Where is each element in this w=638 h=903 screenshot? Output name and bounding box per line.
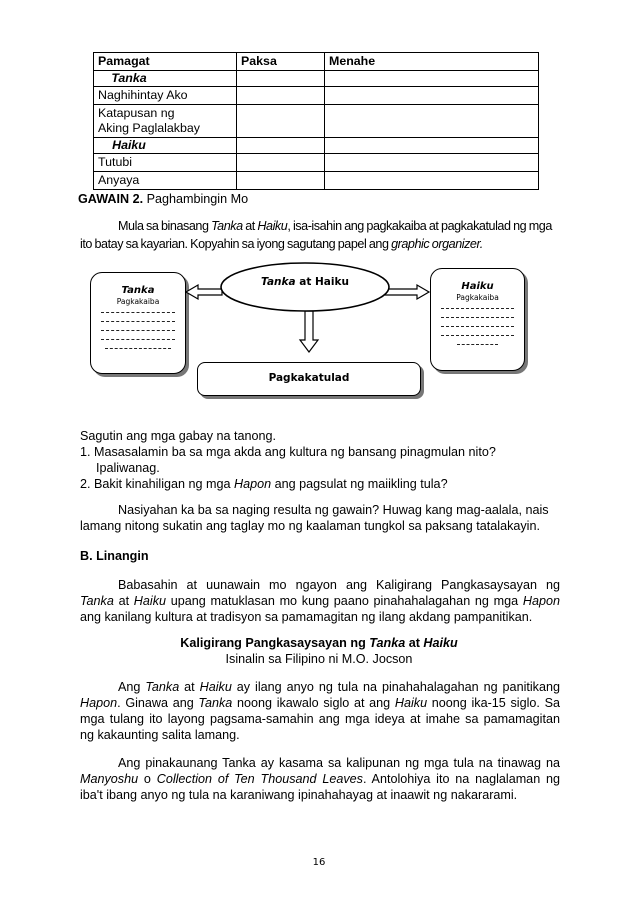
section-heading-linangin: B. Linangin: [80, 549, 149, 563]
similarity-box-label: Pagkakatulad: [268, 372, 350, 384]
article-p2-line-2: Manyoshu o Collection of Ten Thousand Leaves. Antolohiya ito na naglalaman ng: [80, 772, 561, 786]
poem-title: Anyaya: [94, 172, 237, 190]
left-arrow-icon: [186, 285, 222, 299]
column-header: Menahe: [325, 53, 539, 71]
page-number: 16: [312, 857, 326, 868]
article-byline: Isinalin sa Filipino ni M.O. Jocson: [225, 652, 413, 666]
column-header: Pamagat: [94, 53, 237, 71]
section-label-haiku: Haiku: [94, 138, 237, 154]
tanka-box-title: Tanka: [121, 285, 155, 296]
linangin-line-3: ang kanilang kultura at tradisyon sa pamamagitan ng ilang akdang pampanitikan.: [80, 610, 533, 624]
closing-line-2: lamang nitong sukatin ang taglay mo ng kaalaman tungkol sa paksang tatalakayin.: [80, 519, 540, 533]
column-header: Paksa: [237, 53, 325, 71]
similarity-box: [197, 362, 421, 396]
linangin-line-2: Tanka at Haiku upang matuklasan mo kung paano pinahahalagahan ng mga Hapon: [80, 594, 560, 608]
article-p2-line-3: iba't ibang anyo ng tula na karaniwang ipinahahayag at inaawit ng nakararami.: [80, 788, 518, 802]
poem-title: Katapusan ng Aking Paglalakbay: [94, 105, 237, 138]
article-p2-line-1: Ang pinakaunang Tanka ay kasama sa kalipunan ng mga tula na tinawag na: [118, 756, 560, 770]
question-1-continuation: Ipaliwanag.: [96, 461, 160, 475]
closing-line-1: Nasiyahan ka ba sa naging resulta ng gawain? Huwag kang mag-aalala, nais: [118, 503, 549, 517]
article-p1-line-1: Ang Tanka at Haiku ay ilang anyo ng tula na pinahahalagahan ng panitikang: [118, 680, 560, 694]
center-ellipse-label: Tanka at Haiku: [261, 276, 349, 288]
gawain-instructions-line1: Mula sa binasang Tanka at Haiku, isa-isahin ang pagkakaiba at pagkakatulad ng mga: [118, 219, 552, 233]
gawain-heading: GAWAIN 2. Paghambingin Mo: [78, 192, 249, 206]
poem-title: Tutubi: [94, 154, 237, 172]
diagram-arrows: [0, 0, 638, 420]
linangin-line-1: Babasahin at uunawain mo ngayon ang Kaligirang Pangkasaysayan ng: [118, 578, 560, 592]
article-p1-line-3: mga tulang ito layong pagsama-samahin ang mga ideya at imahe sa pamamagitan: [80, 712, 560, 726]
haiku-box-subtitle: Pagkakaiba: [456, 293, 499, 302]
tanka-box-subtitle: Pagkakaiba: [116, 297, 160, 306]
gawain-instructions-line2: ito batay sa kayarian. Kopyahin sa iyong sagutang papel ang graphic organizer.: [80, 237, 483, 251]
question-1: 1. Masasalamin ba sa mga akda ang kultura ng bansang pinagmulan nito?: [80, 445, 496, 459]
haiku-box-title: Haiku: [461, 281, 494, 292]
section-label-tanka: Tanka: [94, 71, 237, 87]
down-arrow-icon: [300, 311, 318, 352]
article-title: Kaligirang Pangkasaysayan ng Tanka at Haiku: [180, 636, 458, 650]
questions-intro: Sagutin ang mga gabay na tanong.: [80, 429, 277, 443]
poem-title: Naghihintay Ako: [94, 87, 237, 105]
article-p1-line-4: ng kakaunting salita lamang.: [80, 728, 240, 742]
question-2: 2. Bakit kinahiligan ng mga Hapon ang pagsulat ng maiikling tula?: [80, 477, 448, 491]
article-p1-line-2: Hapon. Ginawa ang Tanka noong ikawalo siglo at ang Haiku noong ika-15 siglo. Sa: [80, 696, 560, 710]
right-arrow-icon: [384, 285, 429, 299]
